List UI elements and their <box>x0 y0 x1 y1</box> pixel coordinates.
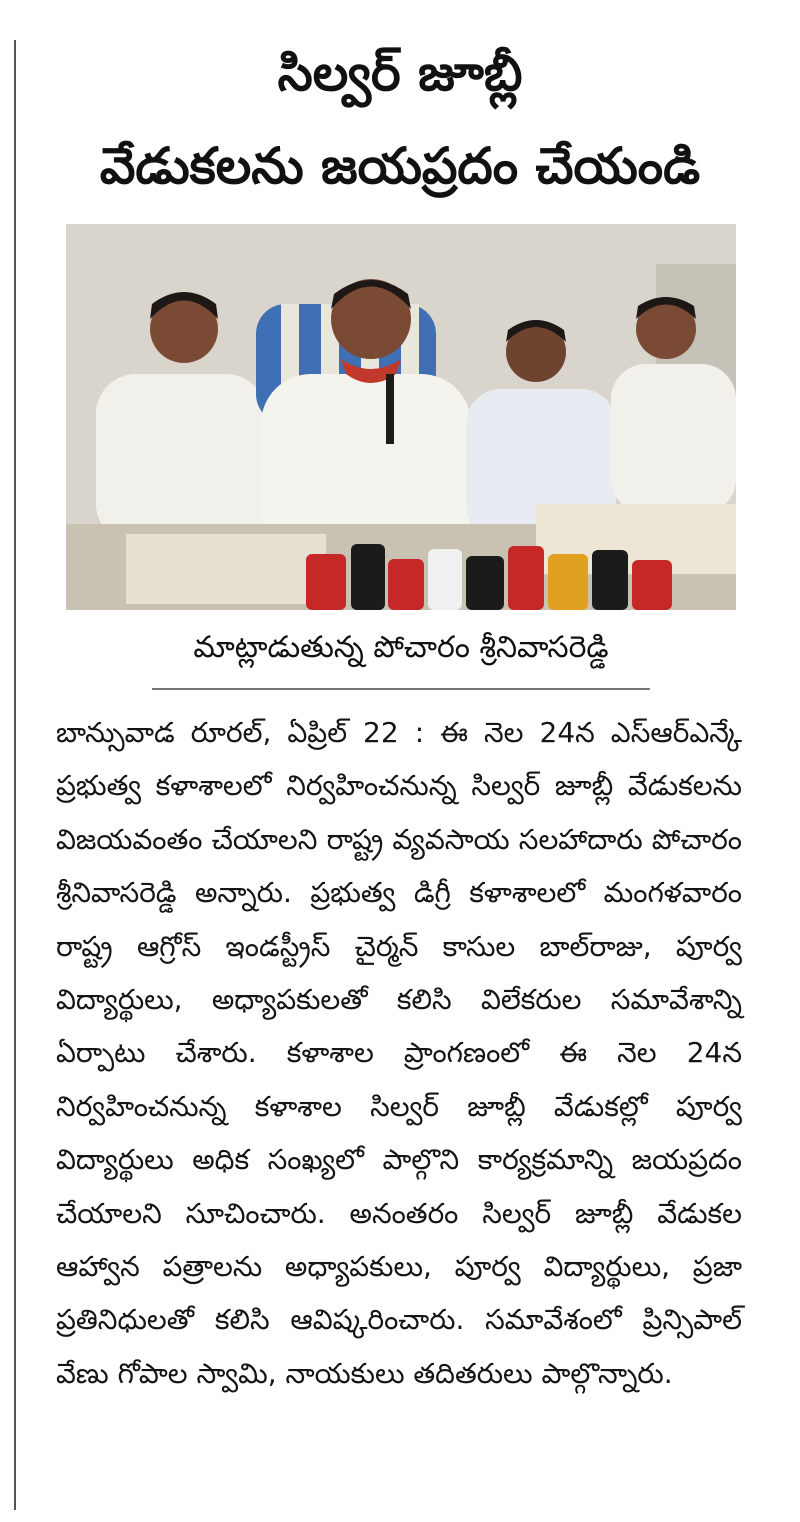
headline-line-1: సిల్వర్ జూబ్లీ <box>277 44 523 102</box>
headline-line-2: వేడుకలను జయప్రదం చేయండి <box>99 137 701 195</box>
caption-divider <box>152 688 650 690</box>
press-meet-photo-illustration <box>66 224 736 610</box>
column-rule <box>14 40 16 1510</box>
press-meet-photo <box>66 224 736 610</box>
photo-caption: మాట్లాడుతున్న పోచారం శ్రీనివాసరెడ్డి <box>193 630 609 665</box>
article-body: బాన్సువాడ రూరల్, ఏప్రిల్ 22 : ఈ నెల 24న ఎస్ఆర్ఎన్కే ప్రభుత్వ కళాశాలలో నిర్వహించనున్న సిల్వర్ జూబ్లీ వేడుకలను విజయవంతం చేయాలని రాష్ట్ర వ్యవసాయ సలహాదారు పోచారం శ్రీనివాసరెడ్డి అన్నారు. ప్రభుత్వ డిగ్రీ కళాశాలలో మంగళవారం రాష్ట్ర ఆగ్రోస్ ఇండస్ట్రీస్ చైర్మన్ కాసుల బాల్‌రాజు, పూర్వ విద్యార్థులు, అధ్యాపకులతో కలిసి విలేకరుల సమావేశాన్ని ఏర్పాటు చేశారు. కళాశాల ప్రాంగణంలో ఈ నెల 24న నిర్వహించనున్న కళాశాల సిల్వర్ జూబ్లీ వేడుకల్లో పూర్వ విద్యార్థులు అధిక సంఖ్యలో పాల్గొని కార్యక్రమాన్ని జయప్రదం చేయాలని సూచించారు. అనంతరం సిల్వర్ జూబ్లీ వేడుకల ఆహ్వాన పత్రాలను అధ్యాపకులు, పూర్వ విద్యార్థులు, ప్రజా ప్రతినిధులతో కలిసి ఆవిష్కరించారు. సమావేశంలో ప్రిన్సిపాల్ వేణు గోపాల స్వామి, నాయకులు తదితరులు పాల్గొన్నారు. <box>56 716 742 1390</box>
photo-table-paper <box>126 534 326 604</box>
